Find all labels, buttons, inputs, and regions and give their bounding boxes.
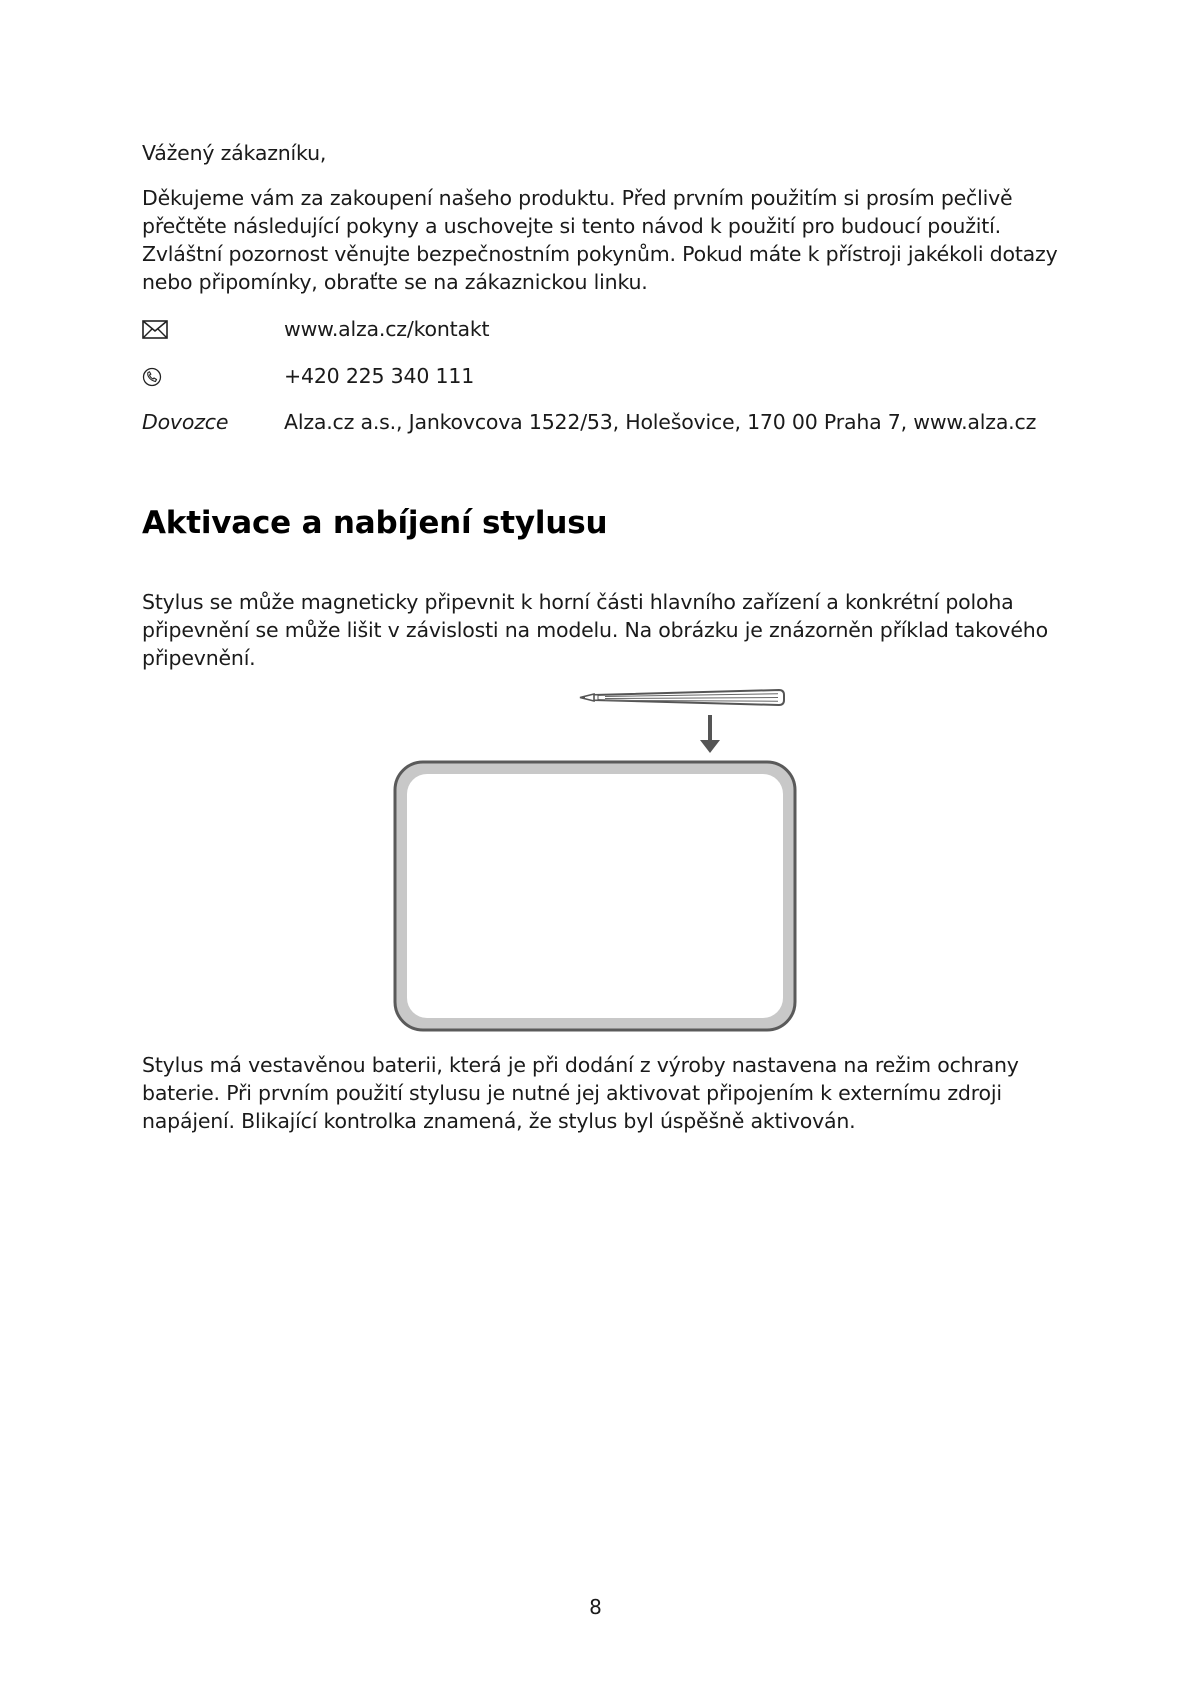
intro-paragraph: Děkujeme vám za zakoupení našeho produktu. Před prvním použitím si prosím pečlivě přečtěte následující pokyny a uschovejte si tento návod k použití pro budoucí použití. Zvláštní pozornost věnujte bezpečnostním pokynům. Pokud máte k přístroji jakékoli dotazy nebo připomínky, obraťte se na zákaznickou linku. <box>142 186 1058 294</box>
importer-label: Dovozce <box>142 410 229 434</box>
importer-value: Alza.cz a.s., Jankovcova 1522/53, Holešovice, 170 00 Praha 7, www.alza.cz <box>284 410 1037 434</box>
page-number: 8 <box>589 1595 602 1619</box>
greeting: Vážený zákazníku, <box>142 141 327 165</box>
envelope-icon <box>142 314 272 340</box>
contact-email-row <box>142 314 1142 344</box>
down-arrow-icon <box>700 715 720 753</box>
battery-activation-paragraph: Stylus má vestavěnou baterii, která je při dodání z výroby nastavena na režim ochrany baterie. Při prvním použití stylusu je nutné jej aktivovat připojením k externímu zdroji napájení. Blikající kontrolka znamená, že stylus byl úspěšně aktivován. <box>142 1053 1019 1133</box>
stylus-attach-paragraph: Stylus se může magneticky připevnit k horní části hlavního zařízení a konkrétní poloha připevnění se může lišit v závislosti na modelu. Na obrázku je znázorněn příklad takového připevnění. <box>142 590 1048 670</box>
tablet-drawing <box>395 762 795 1030</box>
phone-icon <box>142 361 272 387</box>
contact-email-value[interactable]: www.alza.cz/kontakt <box>284 317 490 341</box>
stylus-drawing <box>580 690 784 705</box>
section-heading: Aktivace a nabíjení stylusu <box>142 505 608 541</box>
contact-phone-value: +420 225 340 111 <box>284 364 475 388</box>
importer-row <box>142 407 1142 437</box>
contact-phone-row <box>142 361 1142 391</box>
stylus-attachment-illustration <box>380 678 810 1038</box>
